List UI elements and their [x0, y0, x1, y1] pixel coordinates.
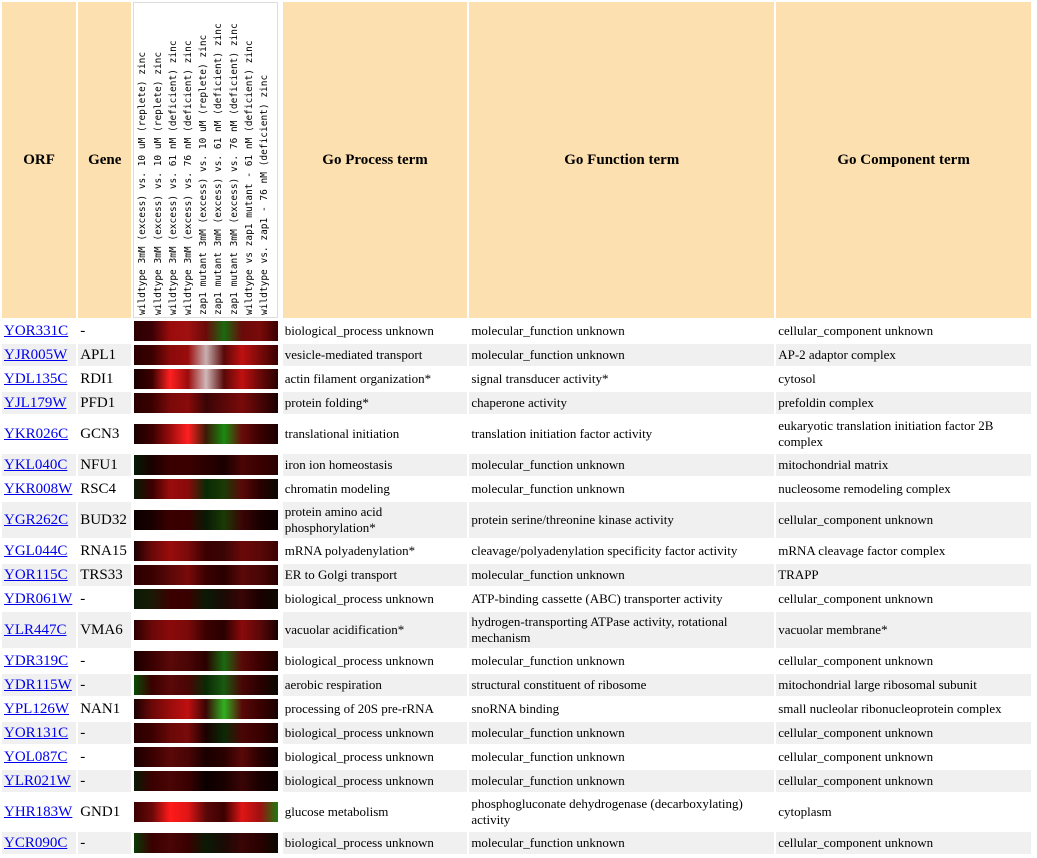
expression-heatmap-cell [133, 368, 280, 390]
function-cell: snoRNA binding [469, 698, 774, 720]
orf-link[interactable]: YDR115W [4, 676, 72, 693]
gene-cell: - [78, 746, 131, 768]
orf-cell [2, 564, 76, 586]
orf-link[interactable]: YHR183W [4, 803, 73, 820]
expression-heatmap [134, 321, 278, 341]
orf-cell [2, 698, 76, 720]
component-cell: cellular_component unknown [776, 722, 1031, 744]
expression-heatmap [134, 479, 278, 499]
orf-link[interactable]: YLR021W [4, 772, 71, 789]
expression-heatmap-cell [133, 650, 280, 672]
expression-heatmap [134, 675, 278, 695]
orf-link[interactable]: YOL087C [4, 748, 68, 765]
expression-heatmap [134, 699, 278, 719]
orf-cell [2, 794, 76, 830]
orf-cell [2, 416, 76, 452]
expression-heatmap [134, 455, 278, 475]
process-cell: biological_process unknown [283, 832, 468, 854]
function-header: Go Function term [469, 2, 774, 318]
component-cell: cellular_component unknown [776, 320, 1031, 342]
expression-heatmap [134, 723, 278, 743]
condition-label: wildtype 3mM (excess) vs. 10 uM (replete) zinc [152, 51, 164, 315]
table-row [2, 588, 1031, 610]
expression-heatmap [134, 589, 278, 609]
table-row [2, 770, 1031, 792]
orf-link[interactable]: YCR090C [4, 834, 68, 851]
orf-cell [2, 502, 76, 538]
table-row [2, 368, 1031, 390]
function-cell: protein serine/threonine kinase activity [469, 502, 774, 538]
function-cell: molecular_function unknown [469, 650, 774, 672]
orf-cell [2, 392, 76, 414]
expression-heatmap-cell [133, 612, 280, 648]
component-cell: cellular_component unknown [776, 770, 1031, 792]
expression-heatmap [134, 802, 278, 822]
process-cell: glucose metabolism [283, 794, 468, 830]
orf-link[interactable]: YJR005W [4, 346, 68, 363]
component-cell: prefoldin complex [776, 392, 1031, 414]
table-row [2, 698, 1031, 720]
process-cell: processing of 20S pre-rRNA [283, 698, 468, 720]
process-header: Go Process term [283, 2, 468, 318]
process-cell: mRNA polyadenylation* [283, 540, 468, 562]
gene-cell: APL1 [78, 344, 131, 366]
expression-heatmap-cell [133, 794, 280, 830]
orf-cell [2, 674, 76, 696]
expression-heatmap [134, 771, 278, 791]
gene-cell: PFD1 [78, 392, 131, 414]
function-cell: cleavage/polyadenylation specificity factor activity [469, 540, 774, 562]
gene-cell: - [78, 588, 131, 610]
orf-link[interactable]: YKR008W [4, 480, 73, 497]
gene-header: Gene [78, 2, 131, 318]
expression-heatmap-cell [133, 478, 280, 500]
condition-label: wildtype vs. zap1 - 76 nM (deficient) zinc [258, 74, 270, 315]
expression-heatmap-cell [133, 588, 280, 610]
condition-label: wildtype 3mM (excess) vs. 10 uM (replete) zinc [137, 51, 149, 315]
orf-link[interactable]: YOR331C [4, 322, 69, 339]
process-cell: biological_process unknown [283, 320, 468, 342]
function-cell: molecular_function unknown [469, 478, 774, 500]
table-row [2, 794, 1031, 830]
table-row [2, 832, 1031, 854]
function-cell: molecular_function unknown [469, 454, 774, 476]
function-cell: translation initiation factor activity [469, 416, 774, 452]
component-cell: cellular_component unknown [776, 650, 1031, 672]
gene-cell: RDI1 [78, 368, 131, 390]
expression-heatmap-cell [133, 674, 280, 696]
expression-heatmap [134, 565, 278, 585]
orf-link[interactable]: YPL126W [4, 700, 69, 717]
process-cell: protein amino acid phosphorylation* [283, 502, 468, 538]
expression-heatmap-cell [133, 722, 280, 744]
process-cell: vesicle-mediated transport [283, 344, 468, 366]
orf-cell [2, 832, 76, 854]
gene-cell: NFU1 [78, 454, 131, 476]
expression-heatmap-cell [133, 832, 280, 854]
function-cell: signal transducer activity* [469, 368, 774, 390]
component-cell: vacuolar membrane* [776, 612, 1031, 648]
table-row [2, 612, 1031, 648]
orf-cell [2, 454, 76, 476]
component-cell: cellular_component unknown [776, 746, 1031, 768]
gene-cell: NAN1 [78, 698, 131, 720]
orf-link[interactable]: YGL044C [4, 542, 68, 559]
gene-cell: GCN3 [78, 416, 131, 452]
orf-cell [2, 588, 76, 610]
function-cell: structural constituent of ribosome [469, 674, 774, 696]
table-row [2, 650, 1031, 672]
orf-link[interactable]: YLR447C [4, 621, 67, 638]
component-cell: cytoplasm [776, 794, 1031, 830]
process-cell: biological_process unknown [283, 650, 468, 672]
table-row [2, 416, 1031, 452]
component-cell: eukaryotic translation initiation factor 2B complex [776, 416, 1031, 452]
function-cell: molecular_function unknown [469, 722, 774, 744]
table-row [2, 478, 1031, 500]
function-cell: molecular_function unknown [469, 770, 774, 792]
expression-heatmap-cell [133, 746, 280, 768]
process-cell: vacuolar acidification* [283, 612, 468, 648]
condition-label: wildtype 3mM (excess) vs. 76 nM (deficient) zinc [182, 40, 194, 315]
condition-label: zap1 mutant 3mM (excess) vs. 76 nM (deficient) zinc [228, 23, 240, 315]
orf-link[interactable]: YKR026C [4, 425, 69, 442]
component-cell: cellular_component unknown [776, 832, 1031, 854]
orf-link[interactable]: YOR131C [4, 724, 69, 741]
orf-cell [2, 368, 76, 390]
condition-label: wildtype vs zap1 mutant - 61 nM (deficient) zinc [243, 40, 255, 315]
expression-heatmap-cell [133, 454, 280, 476]
component-cell: mitochondrial matrix [776, 454, 1031, 476]
component-cell: AP-2 adaptor complex [776, 344, 1031, 366]
orf-link[interactable]: YDL135C [4, 370, 68, 387]
gene-cell: - [78, 674, 131, 696]
orf-cell [2, 540, 76, 562]
expression-heatmap [134, 541, 278, 561]
function-cell: phosphogluconate dehydrogenase (decarboxylating) activity [469, 794, 774, 830]
function-cell: molecular_function unknown [469, 746, 774, 768]
expression-heatmap [134, 651, 278, 671]
orf-cell [2, 344, 76, 366]
table-row [2, 320, 1031, 342]
table-row [2, 674, 1031, 696]
gene-cell: - [78, 650, 131, 672]
process-cell: biological_process unknown [283, 588, 468, 610]
condition-label: wildtype 3mM (excess) vs. 61 nM (deficient) zinc [167, 40, 179, 315]
gene-cell: VMA6 [78, 612, 131, 648]
expression-heatmap [134, 620, 278, 640]
function-cell: molecular_function unknown [469, 344, 774, 366]
component-cell: mRNA cleavage factor complex [776, 540, 1031, 562]
component-cell: small nucleolar ribonucleoprotein complex [776, 698, 1031, 720]
expression-heatmap-cell [133, 698, 280, 720]
gene-cell: - [78, 722, 131, 744]
expression-heatmap-cell [133, 502, 280, 538]
expression-heatmap [134, 345, 278, 365]
table-row [2, 564, 1031, 586]
condition-labels [133, 2, 278, 318]
expression-heatmap [134, 510, 278, 530]
expression-heatmap [134, 833, 278, 853]
table-row [2, 392, 1031, 414]
condition-label: zap1 mutant 3mM (excess) vs. 61 nM (deficient) zinc [213, 23, 225, 315]
table-row [2, 454, 1031, 476]
table-body [2, 320, 1031, 854]
orf-link[interactable]: YOR115C [4, 566, 68, 583]
header-row [2, 2, 1031, 318]
table-row [2, 722, 1031, 744]
orf-cell [2, 478, 76, 500]
orf-cell [2, 320, 76, 342]
orf-cell [2, 612, 76, 648]
table-row [2, 746, 1031, 768]
expression-heatmap-cell [133, 564, 280, 586]
process-cell: aerobic respiration [283, 674, 468, 696]
process-cell: biological_process unknown [283, 746, 468, 768]
expression-heatmap-cell [133, 392, 280, 414]
component-cell: nucleosome remodeling complex [776, 478, 1031, 500]
orf-link[interactable]: YDR061W [4, 590, 73, 607]
process-cell: actin filament organization* [283, 368, 468, 390]
gene-cell: RSC4 [78, 478, 131, 500]
orf-cell [2, 722, 76, 744]
function-cell: molecular_function unknown [469, 320, 774, 342]
component-cell: cellular_component unknown [776, 588, 1031, 610]
orf-link[interactable]: YGR262C [4, 511, 69, 528]
expression-heatmap-cell [133, 320, 280, 342]
component-cell: cytosol [776, 368, 1031, 390]
conditions-header [133, 2, 280, 318]
expression-heatmap-cell [133, 770, 280, 792]
gene-cell: - [78, 832, 131, 854]
function-cell: hydrogen-transporting ATPase activity, rotational mechanism [469, 612, 774, 648]
expression-heatmap [134, 369, 278, 389]
expression-heatmap-cell [133, 344, 280, 366]
component-cell: TRAPP [776, 564, 1031, 586]
process-cell: translational initiation [283, 416, 468, 452]
gene-cell: GND1 [78, 794, 131, 830]
process-cell: biological_process unknown [283, 770, 468, 792]
orf-header: ORF [2, 2, 76, 318]
process-cell: iron ion homeostasis [283, 454, 468, 476]
orf-link[interactable]: YKL040C [4, 456, 68, 473]
orf-cell [2, 650, 76, 672]
component-cell: cellular_component unknown [776, 502, 1031, 538]
function-cell: ATP-binding cassette (ABC) transporter activity [469, 588, 774, 610]
process-cell: chromatin modeling [283, 478, 468, 500]
table-row [2, 502, 1031, 538]
gene-cell: RNA15 [78, 540, 131, 562]
expression-heatmap [134, 747, 278, 767]
gene-cell: - [78, 320, 131, 342]
function-cell: chaperone activity [469, 392, 774, 414]
process-cell: protein folding* [283, 392, 468, 414]
component-header: Go Component term [776, 2, 1031, 318]
component-cell: mitochondrial large ribosomal subunit [776, 674, 1031, 696]
expression-heatmap-cell [133, 540, 280, 562]
orf-cell [2, 746, 76, 768]
function-cell: molecular_function unknown [469, 564, 774, 586]
process-cell: ER to Golgi transport [283, 564, 468, 586]
expression-heatmap [134, 424, 278, 444]
condition-label: zap1 mutant 3mM (excess) vs. 10 uM (replete) zinc [198, 34, 210, 315]
expression-heatmap [134, 393, 278, 413]
orf-link[interactable]: YDR319C [4, 652, 69, 669]
table-row [2, 344, 1031, 366]
gene-cell: TRS33 [78, 564, 131, 586]
gene-cell: - [78, 770, 131, 792]
table-row [2, 540, 1031, 562]
expression-heatmap-cell [133, 416, 280, 452]
process-cell: biological_process unknown [283, 722, 468, 744]
function-cell: molecular_function unknown [469, 832, 774, 854]
gene-cell: BUD32 [78, 502, 131, 538]
orf-link[interactable]: YJL179W [4, 394, 67, 411]
orf-cell [2, 770, 76, 792]
